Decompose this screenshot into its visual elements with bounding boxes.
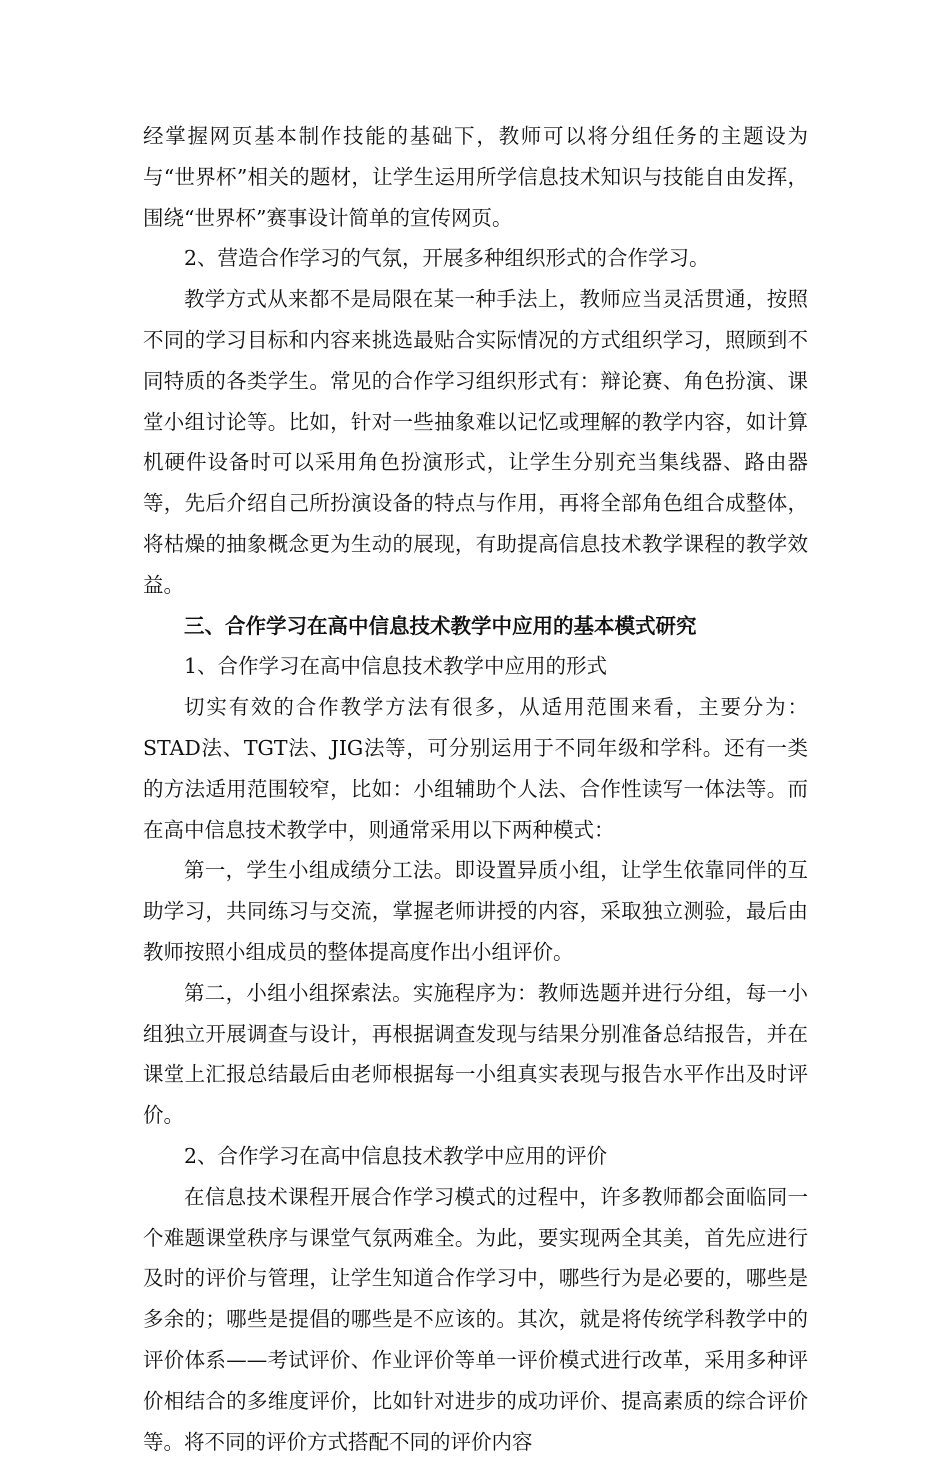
paragraph-mode-one: 第一，学生小组成绩分工法。即设置异质小组，让学生依靠同伴的互助学习，共同练习与交流，掌握老师讲授的内容，采取独立测验，最后由教师按照小组成员的整体提高度作出小组评价。 bbox=[143, 858, 808, 964]
section-3-heading: 三、合作学习在高中信息技术教学中应用的基本模式研究 bbox=[184, 613, 697, 638]
subsection-2-title: 2、营造合作学习的气氛，开展多种组织形式的合作学习。 bbox=[184, 246, 710, 271]
subsection-1-title: 1、合作学习在高中信息技术教学中应用的形式 bbox=[184, 654, 608, 679]
paragraph-continuation: 经掌握网页基本制作技能的基础下，教师可以将分组任务的主题设为与“世界杯”相关的题材，让学生运用所学信息技术知识与技能自由发挥，围绕“世界杯”赛事设计简单的宣传网页。 bbox=[143, 124, 808, 230]
document-body bbox=[143, 116, 808, 1462]
paragraph-mode-two: 第二，小组小组探索法。实施程序为：教师选题并进行分组，每一小组独立开展调查与设计，再根据调查发现与结果分别准备总结报告，并在课堂上汇报总结最后由老师根据每一小组真实表现与报告水平作出及时评价。 bbox=[143, 980, 808, 1128]
paragraph-evaluation: 在信息技术课程开展合作学习模式的过程中，许多教师都会面临同一个难题课堂秩序与课堂气氛两难全。为此，要实现两全其美，首先应进行及时的评价与管理，让学生知道合作学习中，哪些行为是必要的，哪些是多余的；哪些是提倡的哪些是不应该的。其次，就是将传统学科教学中的评价体系——考试评价、作业评价等单一评价模式进行改革，采用多种评价相结合的多维度评价，比如针对进步的成功评价、提高素质的综合评价等。将不同的评价方式搭配不同的评价内容 bbox=[143, 1184, 808, 1454]
subsection-2-evaluation-title: 2、合作学习在高中信息技术教学中应用的评价 bbox=[184, 1143, 608, 1168]
paragraph-teaching-methods: 教学方式从来都不是局限在某一种手法上，教师应当灵活贯通，按照不同的学习目标和内容来挑选最贴合实际情况的方式组织学习，照顾到不同特质的各类学生。常见的合作学习组织形式有：辩论赛、角色扮演、课堂小组讨论等。比如，针对一些抽象难以记忆或理解的教学内容，如计算机硬件设备时可以采用角色扮演形式，让学生分别充当集线器、路由器等，先后介绍自己所扮演设备的特点与作用，再将全部角色组合成整体，将枯燥的抽象概念更为生动的展现，有助提高信息技术教学课程的教学效益。 bbox=[143, 287, 808, 597]
paragraph-methods-overview: 切实有效的合作教学方法有很多，从适用范围来看，主要分为：STAD法、TGT法、JIG法等，可分别运用于不同年级和学科。还有一类的方法适用范围较窄，比如：小组辅助个人法、合作性读写一体法等。而在高中信息技术教学中，则通常采用以下两种模式： bbox=[143, 695, 808, 842]
